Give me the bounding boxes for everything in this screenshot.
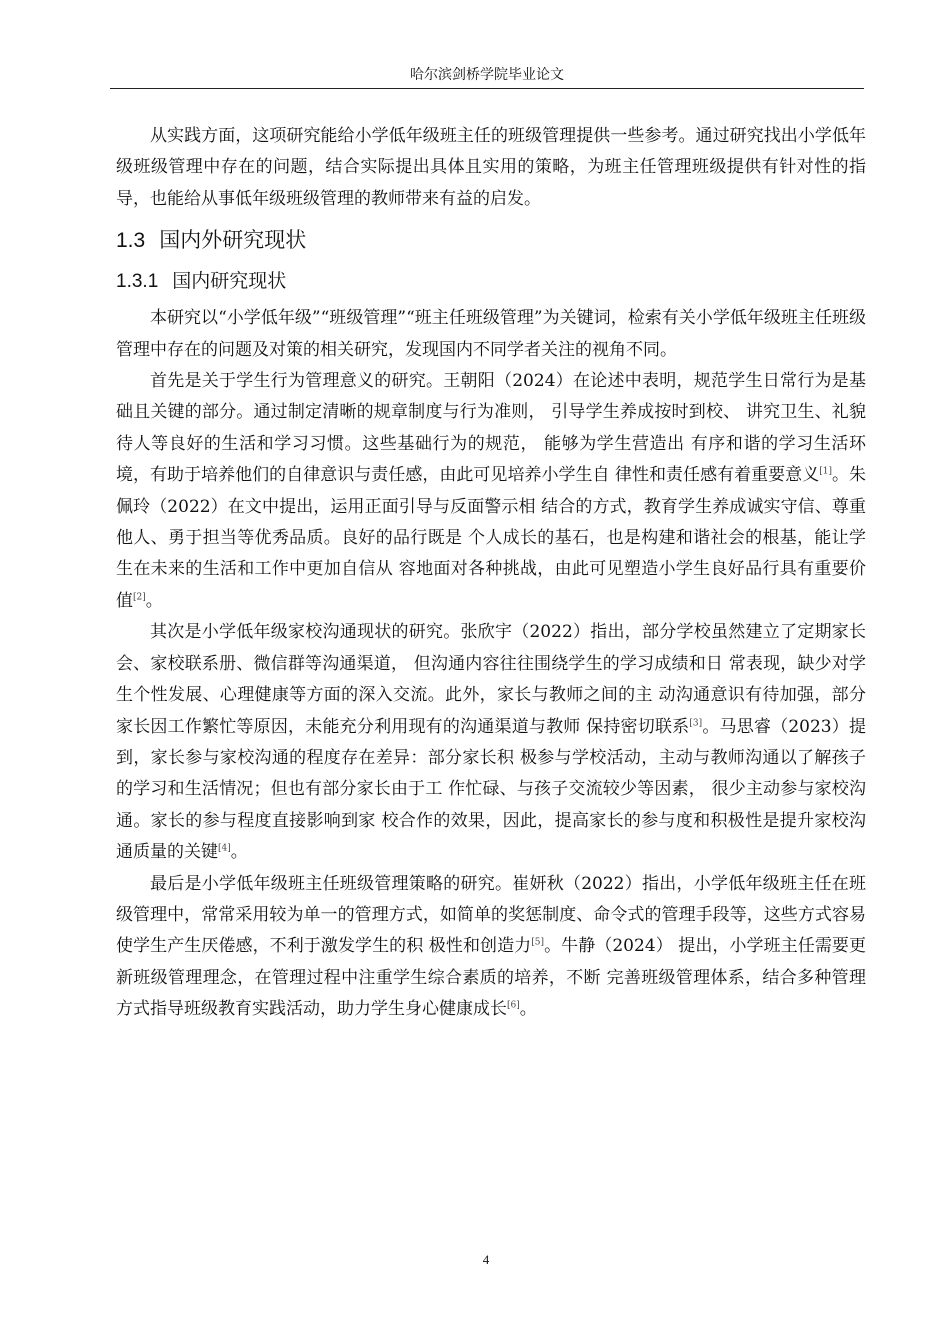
subsection-number: 1.3.1 [116, 271, 159, 293]
paragraph-text: 。牛静（2024） 提出，小学班主任需要更新班级管理理念，在管理过程中注重学生综合素质的培养，不断 完善班级管理体系，结合多种管理方式指导班级教育实践活动，助力学生身心健康成长 [116, 936, 866, 1020]
paragraph-text: 最后是小学低年级班主任班级管理策略的研究。崔妍秋（2022）指出，小学低年级班主任在班级管理中，常常采用较为单一的管理方式，如简单的奖惩制度、命令式的管理手段等，这些方式容易使学生产生厌倦感，不利于激发学生的积 极性和创造力 [116, 873, 866, 957]
section-title: 国内外研究现状 [159, 228, 307, 253]
running-header: 哈尔滨剑桥学院毕业论文 [110, 62, 864, 89]
intro-paragraph: 从实践方面，这项研究能给小学低年级班主任的班级管理提供一些参考。通过研究找出小学低年级班级管理中存在的问题，结合实际提出具体且实用的策略，为班主任管理班级提供有针对性的指导，也能给从事低年级班级管理的教师带来有益的启发。 [116, 126, 866, 209]
paragraph-behavior-management [116, 366, 866, 617]
paragraph-management-strategies [116, 869, 866, 1026]
subsection-heading [116, 264, 866, 299]
section-number: 1.3 [116, 229, 146, 253]
paragraph-keywords: 本研究以“小学低年级”“班级管理”“班主任班级管理”为关键词，检索有关小学低年级班主任班级管理中存在的问题及对策的相关研究，发现国内不同学者关注的视角不同。 [116, 308, 866, 360]
citation-1[interactable]: [1] [819, 466, 832, 477]
citation-5[interactable]: [5] [531, 937, 544, 948]
paragraph-text: 。朱佩玲（2022）在文中提出，运用正面引导与反面警示相 结合的方式，教育学生养成诚实守信、尊重他人、勇于担当等优秀品质。良好的品行既是 个人成长的基石，也是构建和谐社会的根基，能让学生在未来的生活和工作中更加自信从 容地面对各种挑战，由此可见塑造小学生良好品行具有重要价值 [116, 465, 867, 611]
citation-6[interactable]: [6] [507, 1000, 520, 1011]
paragraph-text: 。 [230, 842, 248, 863]
paragraph-home-school-communication [116, 617, 866, 868]
citation-3[interactable]: [3] [689, 717, 703, 728]
paragraph-text: 其次是小学低年级家校沟通现状的研究。张欣宇（2022）指出，部分学校虽然建立了定期家长会、家校联系册、微信群等沟通渠道， 但沟通内容往往围绕学生的学习成绩和日 常表现，缺少对学生个性发展、心理健康等方面的深入交流。此外，家长与教师之间的主 动沟通意识有待加强，部分家长因工作繁忙等原因，未能充分利用现有的沟通渠道与教师 保持密切联系 [116, 622, 866, 737]
citation-4[interactable]: [4] [218, 843, 231, 854]
paragraph-text: 。马思睿（2023）提到，家长参与家校沟通的程度存在差异：部分家长积 极参与学校活动，主动与教师沟通以了解孩子的学习和生活情况；但也有部分家长由于工 作忙碌、与孩子交流较少等因素， 很少主动参与家校沟通。家长的参与程度直接影响到家 校合作的效果，因此，提高家长的参与度和积极性是提升家校沟通质量的关键 [116, 716, 867, 863]
citation-2[interactable]: [2] [133, 592, 146, 603]
page-number: 4 [482, 1252, 490, 1267]
paragraph-text: 首先是关于学生行为管理意义的研究。王朝阳（2024）在论述中表明，规范学生日常行为是基础且关键的部分。通过制定清晰的规章制度与行为准则， 引导学生养成按时到校、 讲究卫生、礼貌待人等良好的生活和学习习惯。这些基础行为的规范， 能够为学生营造出 有序和谐的学习生活环境，有助于培养他们的自律意识与责任感，由此可见培养小学生自 律性和责任感有着重要意义 [116, 371, 866, 486]
paragraph-text: 。 [145, 590, 163, 611]
section-heading [116, 223, 866, 258]
paragraph-text: 。 [519, 999, 537, 1020]
page-body [116, 121, 866, 1026]
subsection-title: 国内研究现状 [172, 270, 287, 293]
